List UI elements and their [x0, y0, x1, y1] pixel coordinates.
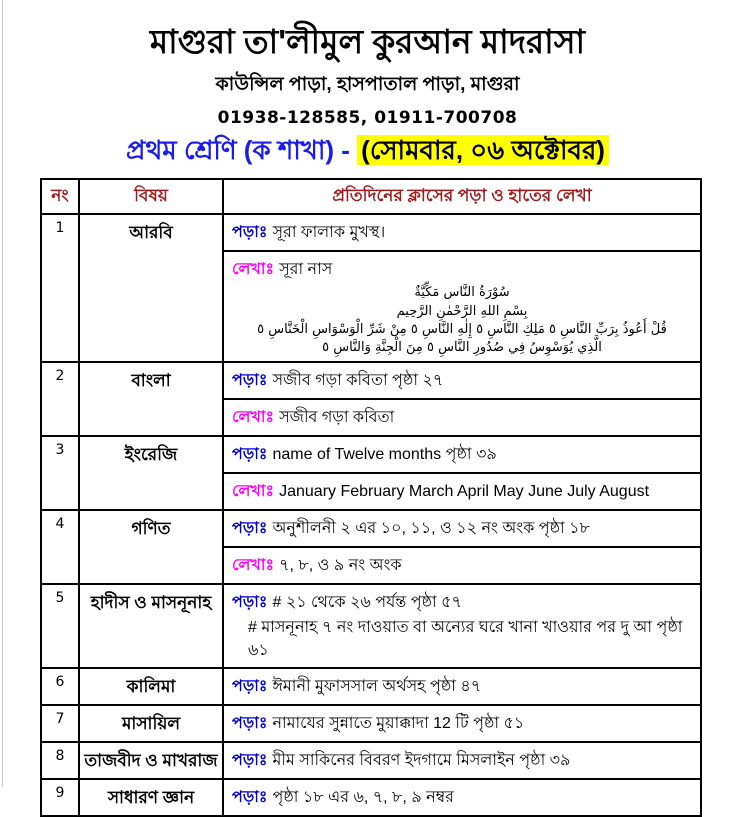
- pora-line: [232, 710, 692, 737]
- row-number-cell: 1: [41, 214, 79, 362]
- table-row: [41, 668, 701, 705]
- pora-label: পড়াঃ: [232, 788, 268, 806]
- row-number-cell: 4: [41, 510, 79, 584]
- table-row: [41, 705, 701, 742]
- table-row: [41, 742, 701, 779]
- pora-line: [232, 219, 692, 246]
- table-row: [41, 214, 701, 251]
- row-number-cell: 5: [41, 584, 79, 667]
- lekha-line: [232, 478, 692, 505]
- pora-label: পড়াঃ: [232, 372, 268, 390]
- pora-line: [232, 673, 692, 700]
- lekha-cell: [223, 473, 701, 510]
- pora-label: পড়াঃ: [232, 446, 268, 464]
- pora-cell: [223, 214, 701, 251]
- col-header-subject: বিষয়: [79, 179, 223, 214]
- pora-line: [232, 747, 692, 774]
- address-line: কাউন্সিল পাড়া, হাসপাতাল পাড়া, মাগুরা: [215, 73, 520, 95]
- pora-line: [232, 589, 692, 616]
- row-number-cell: 3: [41, 436, 79, 510]
- class-section-label: প্রথম শ্রেণি (ক শাখা) -: [126, 134, 358, 165]
- subject-cell: আরবি: [79, 214, 223, 362]
- pora-line: [232, 441, 692, 468]
- pora-cell: [223, 584, 701, 667]
- pora-cell: [223, 668, 701, 705]
- col-header-daily-lesson: প্রতিদিনের ক্লাসের পড়া ও হাতের লেখা: [223, 179, 701, 214]
- lesson-table-header: [41, 179, 701, 214]
- lekha-label: লেখাঃ: [232, 261, 275, 279]
- arabic-line: قُلْ أَعُوذُ بِرَبِّ النَّاسِ ٥ مَلِكِ النَّاسِ ٥ إِلٰهِ النَّاسِ ٥ مِنْ شَرِّ الْوَسْوَاسِ الْخَنَّاسِ ٥: [257, 321, 667, 337]
- pora-label: পড়াঃ: [232, 714, 268, 732]
- lekha-label: লেখাঃ: [232, 483, 275, 501]
- arabic-line: سُوْرَةُ النَّاس مَكِّيَّةٌ: [414, 285, 510, 301]
- pora-cell: [223, 510, 701, 547]
- lekha-line: [232, 552, 692, 579]
- subject-cell: ইংরেজি: [79, 436, 223, 510]
- lesson-table: [40, 178, 702, 816]
- class-date-line: [0, 136, 735, 166]
- pora-cell: [223, 436, 701, 473]
- lekha-cell: [223, 399, 701, 436]
- pora-text: অনুশীলনী ২ এর ১০, ১১, ও ১২ নং অংক পৃষ্ঠা ১৮: [272, 520, 590, 538]
- pora-line: [232, 784, 692, 811]
- pora-label: পড়াঃ: [232, 751, 268, 769]
- subject-cell: কালিমা: [79, 668, 223, 705]
- pora-label: পড়াঃ: [232, 677, 268, 695]
- lekha-text: ৭, ৮, ও ৯ নং অংক: [279, 557, 402, 575]
- lekha-text: সূরা নাস: [279, 261, 333, 279]
- row-number-cell: 9: [41, 779, 79, 816]
- lekha-label: লেখাঃ: [232, 409, 275, 427]
- table-row: [41, 779, 701, 816]
- pora-text: নামাযের সুন্নাতে মুয়াক্কাদা 12 টি পৃষ্ঠা ৫১: [272, 714, 525, 732]
- pora-label: পড়াঃ: [232, 520, 268, 538]
- subject-cell: মাসায়িল: [79, 705, 223, 742]
- page-left-margin-line: [2, 0, 3, 787]
- pora-text-line2: # মাসনূনাহ ৭ নং দাওয়াত বা অন্যের ঘরে খানা খাওয়ার পর দু আ পৃষ্ঠা ৬১: [248, 619, 683, 660]
- date-highlight: (সোমবার, ০৬ অক্টোবর): [357, 135, 609, 165]
- lekha-text: January February March April May June July August: [279, 483, 650, 501]
- lekha-cell: [223, 547, 701, 584]
- col-header-no: নং: [41, 179, 79, 214]
- row-number-cell: 2: [41, 362, 79, 436]
- row-number-cell: 8: [41, 742, 79, 779]
- lekha-line: [232, 404, 692, 431]
- header-row: [41, 179, 701, 214]
- row-number-cell: 7: [41, 705, 79, 742]
- lekha-text: সজীব গড়া কবিতা: [279, 409, 395, 427]
- sheet-header: [0, 0, 735, 165]
- arabic-text-block: [232, 284, 692, 357]
- subject-cell: তাজবীদ ও মাখরাজ: [79, 742, 223, 779]
- table-row: [41, 436, 701, 473]
- pora-label: পড়াঃ: [232, 594, 268, 612]
- lekha-line: [232, 256, 692, 283]
- page-title: মাগুরা তা'লীমুল কুরআন মাদরাসা: [149, 23, 586, 60]
- pora-text: সূরা ফালাক মুখস্থ।: [272, 224, 386, 242]
- table-row: [41, 362, 701, 399]
- lekha-cell: [223, 251, 701, 362]
- lekha-label: লেখাঃ: [232, 557, 275, 575]
- lesson-table-body: [41, 214, 701, 815]
- pora-text: # ২১ থেকে ২৬ পর্যন্ত পৃষ্ঠা ৫৭: [272, 594, 462, 612]
- pora-cell: [223, 362, 701, 399]
- subject-cell: গণিত: [79, 510, 223, 584]
- subject-cell: হাদীস ও মাসনূনাহ: [79, 584, 223, 667]
- pora-text: ঈমানী মুফাসসাল অর্থসহ পৃষ্ঠা ৪৭: [272, 677, 482, 695]
- table-row: [41, 584, 701, 667]
- row-number-cell: 6: [41, 668, 79, 705]
- pora-label: পড়াঃ: [232, 224, 268, 242]
- phone-numbers: 01938-128585, 01911-700708: [217, 107, 518, 128]
- pora-cell: [223, 742, 701, 779]
- pora-cell: [223, 705, 701, 742]
- pora-text: name of Twelve months পৃষ্ঠা ৩৯: [272, 446, 497, 464]
- pora-line: [232, 515, 692, 542]
- arabic-line: بِسْمِ اللهِ الرَّحْمٰنِ الرَّحِيم: [396, 303, 528, 319]
- subject-cell: সাধারণ জ্ঞান: [79, 779, 223, 816]
- arabic-line: الَّذِي يُوَسْوِسُ فِي صُدُورِ النَّاسِ ٥ مِنَ الْجِنَّةِ وَالنَّاسِ ٥: [322, 340, 602, 356]
- table-row: [41, 510, 701, 547]
- pora-text: পৃষ্ঠা ১৮ এর ৬, ৭, ৮, ৯ নম্বর: [272, 788, 454, 806]
- subject-cell: বাংলা: [79, 362, 223, 436]
- pora-text: মীম সাকিনের বিবরণ ইদগামে মিসলাইন পৃষ্ঠা ৩৯: [272, 751, 571, 769]
- pora-cell: [223, 779, 701, 816]
- pora-line: [232, 367, 692, 394]
- pora-text: সজীব গড়া কবিতা পৃষ্ঠা ২৭: [272, 372, 444, 390]
